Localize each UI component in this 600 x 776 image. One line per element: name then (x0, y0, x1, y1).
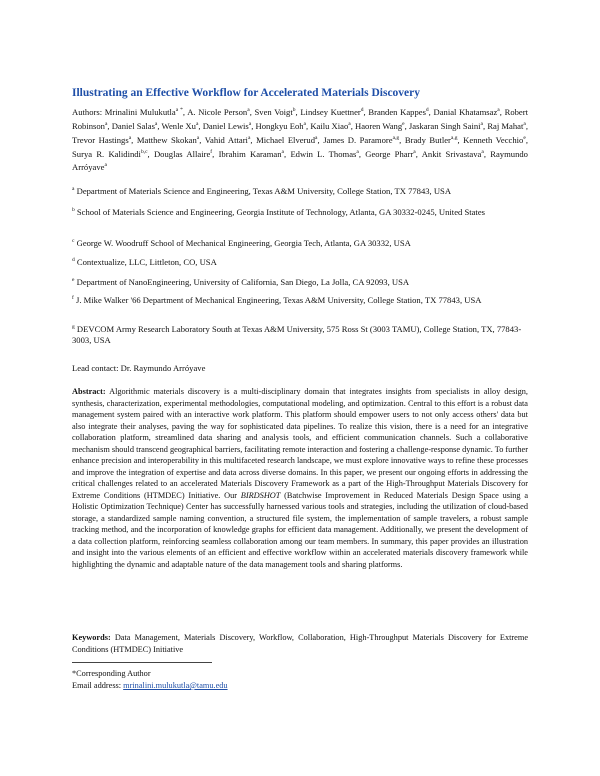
author-affiliation-marker: a (480, 120, 483, 127)
author-affiliation-marker: a (248, 120, 252, 127)
keywords-text: Data Management, Materials Discovery, Workflow, Collaboration, High-Throughput Materials Discovery for Extreme Conditions (HTMDEC) Initiative (72, 633, 528, 654)
author-affiliation-marker: a (356, 148, 359, 155)
abstract-birdshot: BIRDSHOT (240, 490, 281, 500)
affiliation-text: Contextualize, LLC, Littleton, CO, USA (76, 256, 217, 267)
author-affiliation-marker: a (196, 134, 200, 141)
author-affiliation-marker: a (481, 148, 484, 155)
author-affiliation-marker: a (104, 120, 108, 127)
affiliation-g (72, 322, 528, 347)
author-name: Vahid Attari (204, 134, 248, 145)
affiliation-marker: g (72, 324, 75, 330)
author-name: Douglas Allaire (153, 148, 211, 159)
author-name: Ibrahim Karaman (218, 148, 282, 159)
footnote-divider (72, 662, 212, 663)
author-affiliation-marker: a (348, 120, 351, 127)
abstract-text-part1: Algorithmic materials discovery is a multi-disciplinary domain that integrates insights from specialists in alloy design, synthesis, characterization, experimental methodologies, computational modeling, and optimization. Central to this effort is a robust data management system paired with an interactive work platform. This platform should empower users to not only access others' data but also integrate their analyses, paving the way for sophisticated data pipelines. To realize this vision, there is a need for an integrative collaboration platform, streamlined data sharing and analysis tools, and efficient communication channels. Such a collaborative mechanism should transcend geographical barriers, facilitating remote interaction and fostering a challenge-response dynamic. To further enhance precision and interoperability in this multifaceted research landscape, we must explore innovative ways to refine these processes and improve the integration of expertise and data across diverse domains. In this paper, we present our ongoing efforts in addressing the critical challenges related to an accelerated Materials Discovery Framework as a part of the High-Throughput Materials Discovery for Extreme Conditions (HTMDEC) Initiative. Our (72, 387, 528, 500)
affiliation-marker: a (72, 186, 75, 192)
author-affiliation-marker: f (210, 148, 213, 155)
author-affiliation-marker: a,g (392, 134, 400, 141)
author-name: A. Nicole Person (187, 106, 248, 117)
author-name: Michael Elverud (256, 134, 316, 145)
affiliation-marker: c (72, 238, 75, 244)
abstract-label: Abstract: (72, 387, 106, 396)
authors-label: Authors: (72, 106, 103, 117)
author-affiliation-marker: a (303, 120, 306, 127)
email-link[interactable]: mrinalini.mulukutla@tamu.edu (123, 681, 228, 690)
paper-title: Illustrating an Effective Workflow for Accelerated Materials Discovery (72, 87, 421, 99)
affiliation-a (72, 184, 528, 197)
author-name: Edwin L. Thomas (290, 148, 357, 159)
author-affiliation-marker: a (247, 107, 250, 113)
author-affiliation-marker: b (292, 107, 296, 113)
author-affiliation-marker: e (402, 120, 405, 127)
affiliation-b (72, 205, 528, 218)
author-affiliation-marker: a (523, 120, 526, 127)
footnote-email (72, 680, 228, 691)
author-affiliation-marker: b,c (140, 148, 148, 155)
author-affiliation-marker: a (413, 148, 416, 155)
footnote-corresponding: *Corresponding Author (72, 669, 151, 678)
author-name: Brady Butler (404, 134, 451, 145)
author-name: Daniel Lewis (202, 120, 249, 131)
author-name: Ankit Srivastava (421, 148, 482, 159)
affiliation-text: DEVCOM Army Research Laboratory South at Texas A&M University, 575 Ross St (3003 TAMU), College Station, TX, 77843-3003, USA (72, 323, 522, 346)
affiliation-marker: f (72, 295, 74, 301)
author-affiliation-marker: d (425, 107, 429, 113)
author-name: Kenneth Vecchio (463, 134, 524, 145)
affiliation-e (72, 275, 528, 288)
author-affiliation-marker: a,g (450, 134, 458, 141)
affiliation-text: George W. Woodruff School of Mechanical Engineering, Georgia Tech, Atlanta, GA 30332, USA (76, 237, 411, 248)
affiliation-d (72, 255, 528, 268)
affiliation-text: J. Mike Walker '66 Department of Mechanical Engineering, Texas A&M University, College Station, TX 77843, USA (76, 294, 482, 305)
author-name: James D. Paramore (323, 134, 393, 145)
author-affiliation-marker: a (154, 120, 158, 127)
author-affiliation-marker: a (128, 134, 132, 141)
author-affiliation-marker: a (247, 134, 251, 141)
author-name: Daniel Salas (111, 120, 155, 131)
affiliation-f (72, 293, 528, 306)
abstract-text-part2: (Batchwise Improvement in Reduced Materials Design Space using a Holistic Optimization Technique) Center has successfully harnessed various tools and strategies, including the utilization of cloud-based storage, a standardized sample naming convention, a structured file system, the implementation of sample travelers, a robust sample tracking method, and the incorporation of knowledge graphs for efficient data management. Additionally, we present the development of a data collection platform, reinforcing seamless collaboration among our team members. In summary, this paper provides an illustration and insight into the various elements of an efficient and effective workflow within an accelerated materials discovery framework while highlighting the dynamic and adaptable nature of the data management tools and sharing platforms. (72, 490, 528, 569)
author-affiliation-marker: a (497, 107, 500, 113)
author-name: Robert Robinson (72, 106, 528, 131)
affiliation-c (72, 236, 528, 249)
abstract (72, 386, 528, 570)
author-name: Trevor Hastings (72, 134, 129, 145)
lead-contact: Lead contact: Dr. Raymundo Arróyave (72, 363, 206, 373)
author-name: Hongkyu Eoh (255, 120, 304, 131)
author-name: Branden Kappes (368, 106, 426, 117)
author-name: Raj Mahat (487, 120, 524, 131)
keywords (72, 632, 528, 655)
affiliation-marker: e (72, 277, 75, 283)
affiliation-text: Department of NanoEngineering, University of California, San Diego, La Jolla, CA 92093, USA (76, 276, 410, 287)
author-affiliation-marker: a (281, 148, 284, 155)
author-name: Haoren Wang (355, 120, 403, 131)
author-name: Raymundo Arróyave (72, 148, 528, 173)
affiliation-text: Department of Materials Science and Engineering, Texas A&M University, College Station, TX 77843, USA (76, 185, 452, 196)
author-name: Jaskaran Singh Saini (408, 120, 481, 131)
author-name: Sven Voigt (254, 106, 293, 117)
author-name: Surya R. Kalidindi (72, 148, 141, 159)
author-affiliation-marker: a (315, 134, 318, 141)
author-affiliation-marker: a (195, 120, 199, 127)
author-affiliation-marker: a (104, 162, 107, 169)
author-name: Lindsey Kuettner (300, 106, 361, 117)
affiliation-text: School of Materials Science and Engineering, Georgia Institute of Technology, Atlanta, GA 30332-0245, United States (76, 206, 485, 217)
author-affiliation-marker: a * (175, 107, 183, 113)
keywords-label: Keywords: (72, 633, 111, 642)
author-name: Kailu Xiao (310, 120, 349, 131)
author-name: Danial Khatamsaz (433, 106, 498, 117)
affiliation-marker: d (72, 257, 75, 263)
author-affiliation-marker: d (360, 107, 364, 113)
author-list: Authors: Mrinalini Mulukutla$^{a *}$, A. Nicole Person$^a$, Sven Voigt$^b$, Lindsey Kuettner$^d$, Branden Kappes$^d$, Danial Khatamsaz$^a$, Robert Robinson$^a$, Daniel Salas$^a$, Wenle Xu$^a$, Daniel Lewis$^a$, Hongkyu Eoh$^a$, Kailu Xiao$^a$, Haoren Wang$^e$, Jaskaran Singh Saini$^a$, Raj Mahat$^a$, Trevor Hastings$^a$, Matthew Skokan$^a$, Vahid Attari$^a$, Michael Elverud$^a$, James D. Paramore$^{a,g}$, Brady Butler$^{a,g}$, Kenneth Vecchio$^e$, Surya R. Kalidindi$^{b,c}$, Douglas Allaire$^f$, Ibrahim Karaman$^a$, Edwin L. Thomas$^a$, George Pharr$^a$, Ankit Srivastava$^a$, Raymundo Arróyave$^a$ (72, 106, 528, 173)
affiliation-marker: b (72, 207, 75, 213)
author-name: Mrinalini Mulukutla (104, 106, 176, 117)
email-label: Email address: (72, 681, 124, 690)
author-name: George Pharr (365, 148, 414, 159)
author-name: Wenle Xu (161, 120, 196, 131)
author-name: Matthew Skokan (136, 134, 197, 145)
author-affiliation-marker: e (523, 134, 526, 141)
